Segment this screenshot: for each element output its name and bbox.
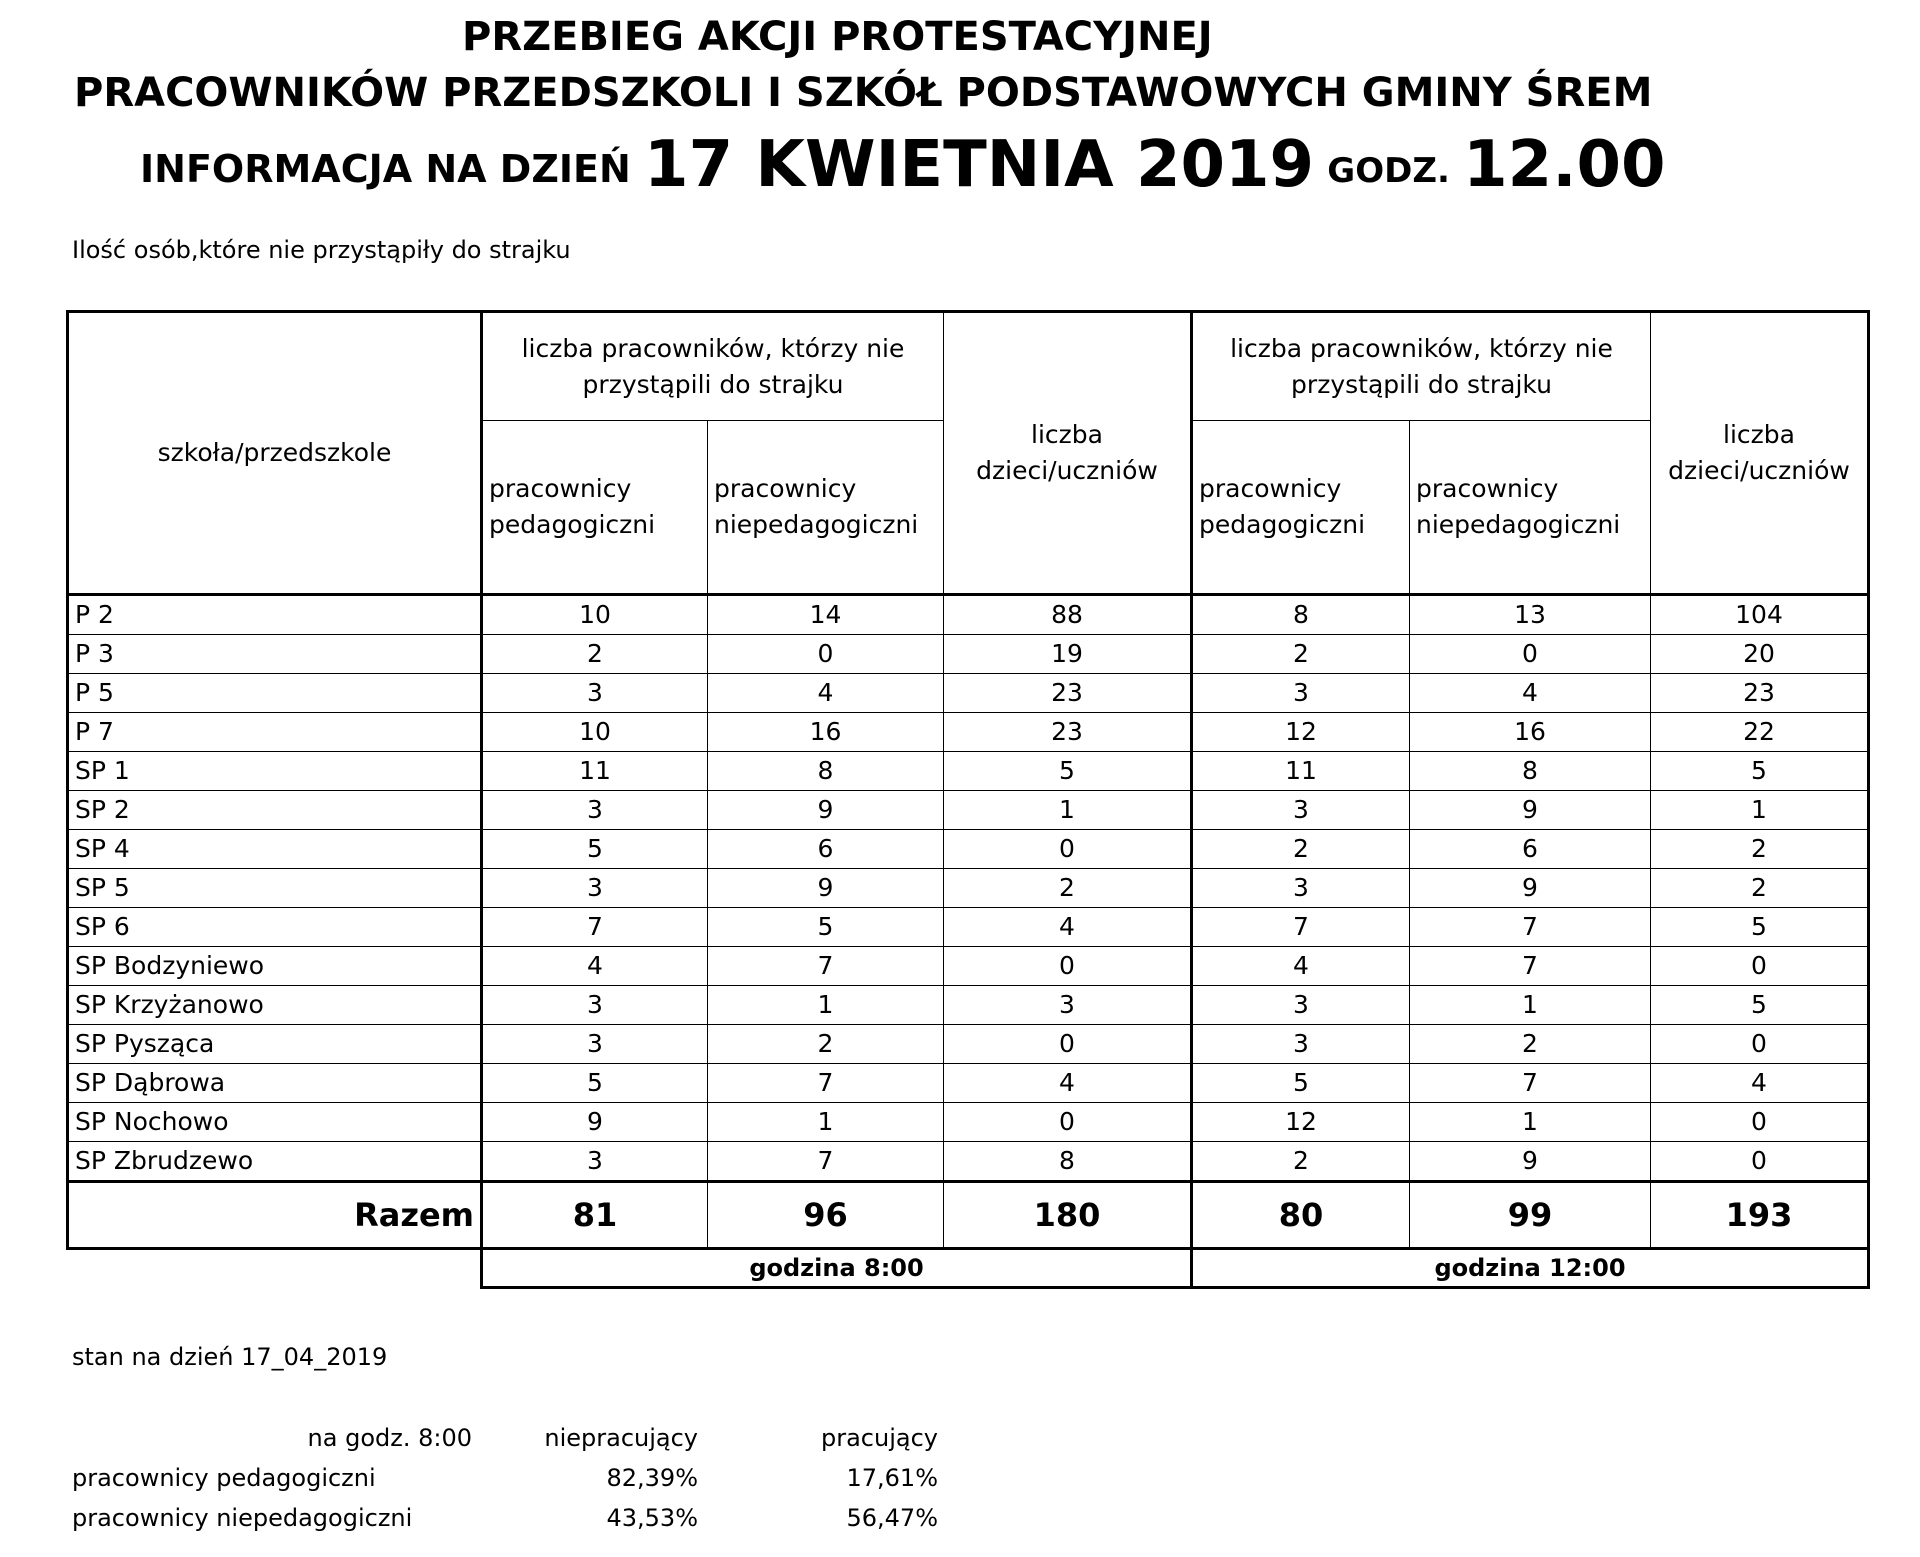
table-cell: 4 [708,674,944,713]
table-cell: 88 [944,595,1192,635]
table-cell: 7 [1410,947,1651,986]
table-cell: 6 [1410,830,1651,869]
table-cell: 7 [1192,908,1410,947]
table-cell: 13 [1410,595,1651,635]
table-cell: 3 [482,869,708,908]
table-row [68,1103,1869,1142]
title-time: 12.00 [1463,128,1666,202]
table-row [68,674,1869,713]
header-children-8: liczba dzieci/uczniów [944,312,1192,595]
table-cell: 8 [944,1142,1192,1182]
table-cell: 3 [944,986,1192,1025]
table-cell: 0 [708,635,944,674]
table-cell: 4 [944,1064,1192,1103]
table-cell: 7 [1410,1064,1651,1103]
table-cell: 3 [482,1142,708,1182]
table-cell: 3 [482,1025,708,1064]
table-cell: 3 [1192,869,1410,908]
table-row [68,1025,1869,1064]
table-cell: 5 [1651,908,1869,947]
school-name: P 7 [68,713,482,752]
table-cell: 4 [944,908,1192,947]
table-cell: 5 [944,752,1192,791]
period-blank [68,1249,482,1288]
school-name: SP Zbrudzewo [68,1142,482,1182]
table-cell: 5 [1651,986,1869,1025]
table-cell: 4 [1410,674,1651,713]
title-line-3 [140,128,1666,202]
table-cell: 7 [482,908,708,947]
title-date: 17 KWIETNIA 2019 [644,128,1315,202]
table-cell: 22 [1651,713,1869,752]
table-row [68,1064,1869,1103]
total-label: Razem [68,1182,482,1249]
table-cell: 3 [1192,986,1410,1025]
table-row [68,595,1869,635]
table-cell: 4 [1192,947,1410,986]
table-cell: 3 [1192,791,1410,830]
summary-row-label: pracownicy niepedagogiczni [72,1504,413,1532]
table-cell: 1 [1651,791,1869,830]
header-school: szkoła/przedszkole [68,312,482,595]
title-godz: GODZ. [1327,151,1450,191]
table-cell: 0 [1651,1142,1869,1182]
table-cell: 5 [1651,752,1869,791]
header-nieped-8: pracownicy niepedagogiczni [708,421,944,595]
table-cell: 14 [708,595,944,635]
table-cell: 0 [1651,1103,1869,1142]
summary-value: 43,53% [606,1504,698,1532]
table-cell: 23 [944,674,1192,713]
summary-header-working: pracujący [821,1424,938,1452]
school-name: P 5 [68,674,482,713]
table-cell: 9 [1410,791,1651,830]
table-row [68,908,1869,947]
school-name: SP Nochowo [68,1103,482,1142]
table-cell: 0 [944,830,1192,869]
table-cell: 1 [708,1103,944,1142]
table-cell: 6 [708,830,944,869]
strike-table [66,310,1870,1289]
table-cell: 4 [482,947,708,986]
table-cell: 3 [482,791,708,830]
period-label-12: godzina 12:00 [1192,1249,1869,1288]
total-value: 193 [1651,1182,1869,1249]
summary-row-label: pracownicy pedagogiczni [72,1464,376,1492]
table-cell: 3 [1192,1025,1410,1064]
table-cell: 12 [1192,713,1410,752]
table-cell: 3 [1192,674,1410,713]
table-cell: 9 [708,791,944,830]
table-cell: 11 [482,752,708,791]
school-name: SP Krzyżanowo [68,986,482,1025]
table-cell: 12 [1192,1103,1410,1142]
title-line-2: PRACOWNIKÓW PRZEDSZKOLI I SZKÓŁ PODSTAWOWYCH GMINY ŚREM [74,70,1653,116]
summary-value: 82,39% [606,1464,698,1492]
title-line-1: PRZEBIEG AKCJI PROTESTACYJNEJ [462,14,1213,60]
table-row [68,986,1869,1025]
school-name: P 2 [68,595,482,635]
table-cell: 11 [1192,752,1410,791]
table-cell: 4 [1651,1064,1869,1103]
table-cell: 1 [1410,986,1651,1025]
table-cell: 1 [1410,1103,1651,1142]
table-cell: 2 [1192,830,1410,869]
summary-value: 17,61% [846,1464,938,1492]
table-cell: 23 [944,713,1192,752]
table-cell: 10 [482,595,708,635]
table-cell: 2 [708,1025,944,1064]
school-name: SP Pysząca [68,1025,482,1064]
table-cell: 8 [708,752,944,791]
header-ped-12: pracownicy pedagogiczni [1192,421,1410,595]
table-row [68,947,1869,986]
total-row [68,1182,1869,1249]
table-cell: 2 [1651,869,1869,908]
subtitle: Ilość osób,które nie przystąpiły do strajku [72,236,571,264]
school-name: SP Dąbrowa [68,1064,482,1103]
table-cell: 0 [1651,1025,1869,1064]
table-cell: 20 [1651,635,1869,674]
table-row [68,830,1869,869]
total-value: 96 [708,1182,944,1249]
school-name: SP 2 [68,791,482,830]
table-cell: 9 [708,869,944,908]
table-cell: 16 [708,713,944,752]
table-row [68,791,1869,830]
total-value: 80 [1192,1182,1410,1249]
table-cell: 5 [482,830,708,869]
table-cell: 19 [944,635,1192,674]
school-name: SP 5 [68,869,482,908]
table-cell: 0 [944,1025,1192,1064]
table-cell: 10 [482,713,708,752]
table-row [68,869,1869,908]
table-cell: 2 [944,869,1192,908]
table-cell: 1 [944,791,1192,830]
school-name: SP Bodzyniewo [68,947,482,986]
table-cell: 8 [1192,595,1410,635]
total-value: 99 [1410,1182,1651,1249]
table-cell: 0 [1410,635,1651,674]
summary-header-notworking: niepracujący [544,1424,698,1452]
summary-value: 56,47% [846,1504,938,1532]
table-cell: 3 [482,986,708,1025]
table-cell: 7 [708,1142,944,1182]
table-cell: 0 [944,947,1192,986]
table-cell: 104 [1651,595,1869,635]
table-cell: 23 [1651,674,1869,713]
status-line: stan na dzień 17_04_2019 [72,1343,388,1371]
table-cell: 8 [1410,752,1651,791]
school-name: SP 4 [68,830,482,869]
table-cell: 9 [482,1103,708,1142]
table-cell: 16 [1410,713,1651,752]
total-value: 81 [482,1182,708,1249]
table-cell: 2 [482,635,708,674]
header-nieped-12: pracownicy niepedagogiczni [1410,421,1651,595]
header-children-12: liczba dzieci/uczniów [1651,312,1869,595]
period-label-8: godzina 8:00 [482,1249,1192,1288]
table-cell: 5 [1192,1064,1410,1103]
table-cell: 9 [1410,869,1651,908]
total-value: 180 [944,1182,1192,1249]
school-name: SP 1 [68,752,482,791]
period-row [68,1249,1869,1288]
table-cell: 7 [708,1064,944,1103]
table-cell: 1 [708,986,944,1025]
table-cell: 9 [1410,1142,1651,1182]
table-row [68,635,1869,674]
table-cell: 5 [482,1064,708,1103]
table-cell: 3 [482,674,708,713]
table-cell: 2 [1651,830,1869,869]
table-cell: 0 [1651,947,1869,986]
header-group-12: liczba pracowników, którzy nie przystąpili do strajku [1192,312,1651,421]
table-cell: 5 [708,908,944,947]
header-ped-8: pracownicy pedagogiczni [482,421,708,595]
summary-table [72,1418,938,1538]
table-cell: 7 [1410,908,1651,947]
table-cell: 7 [708,947,944,986]
table-cell: 2 [1192,1142,1410,1182]
table-cell: 2 [1192,635,1410,674]
table-cell: 2 [1410,1025,1651,1064]
table-row [68,752,1869,791]
summary-header-time: na godz. 8:00 [307,1424,472,1452]
table-cell: 0 [944,1103,1192,1142]
school-name: SP 6 [68,908,482,947]
table-row [68,1142,1869,1182]
school-name: P 3 [68,635,482,674]
header-group-8: liczba pracowników, którzy nie przystąpili do strajku [482,312,944,421]
table-row [68,713,1869,752]
title-info-prefix: INFORMACJA NA DZIEŃ [140,147,631,191]
